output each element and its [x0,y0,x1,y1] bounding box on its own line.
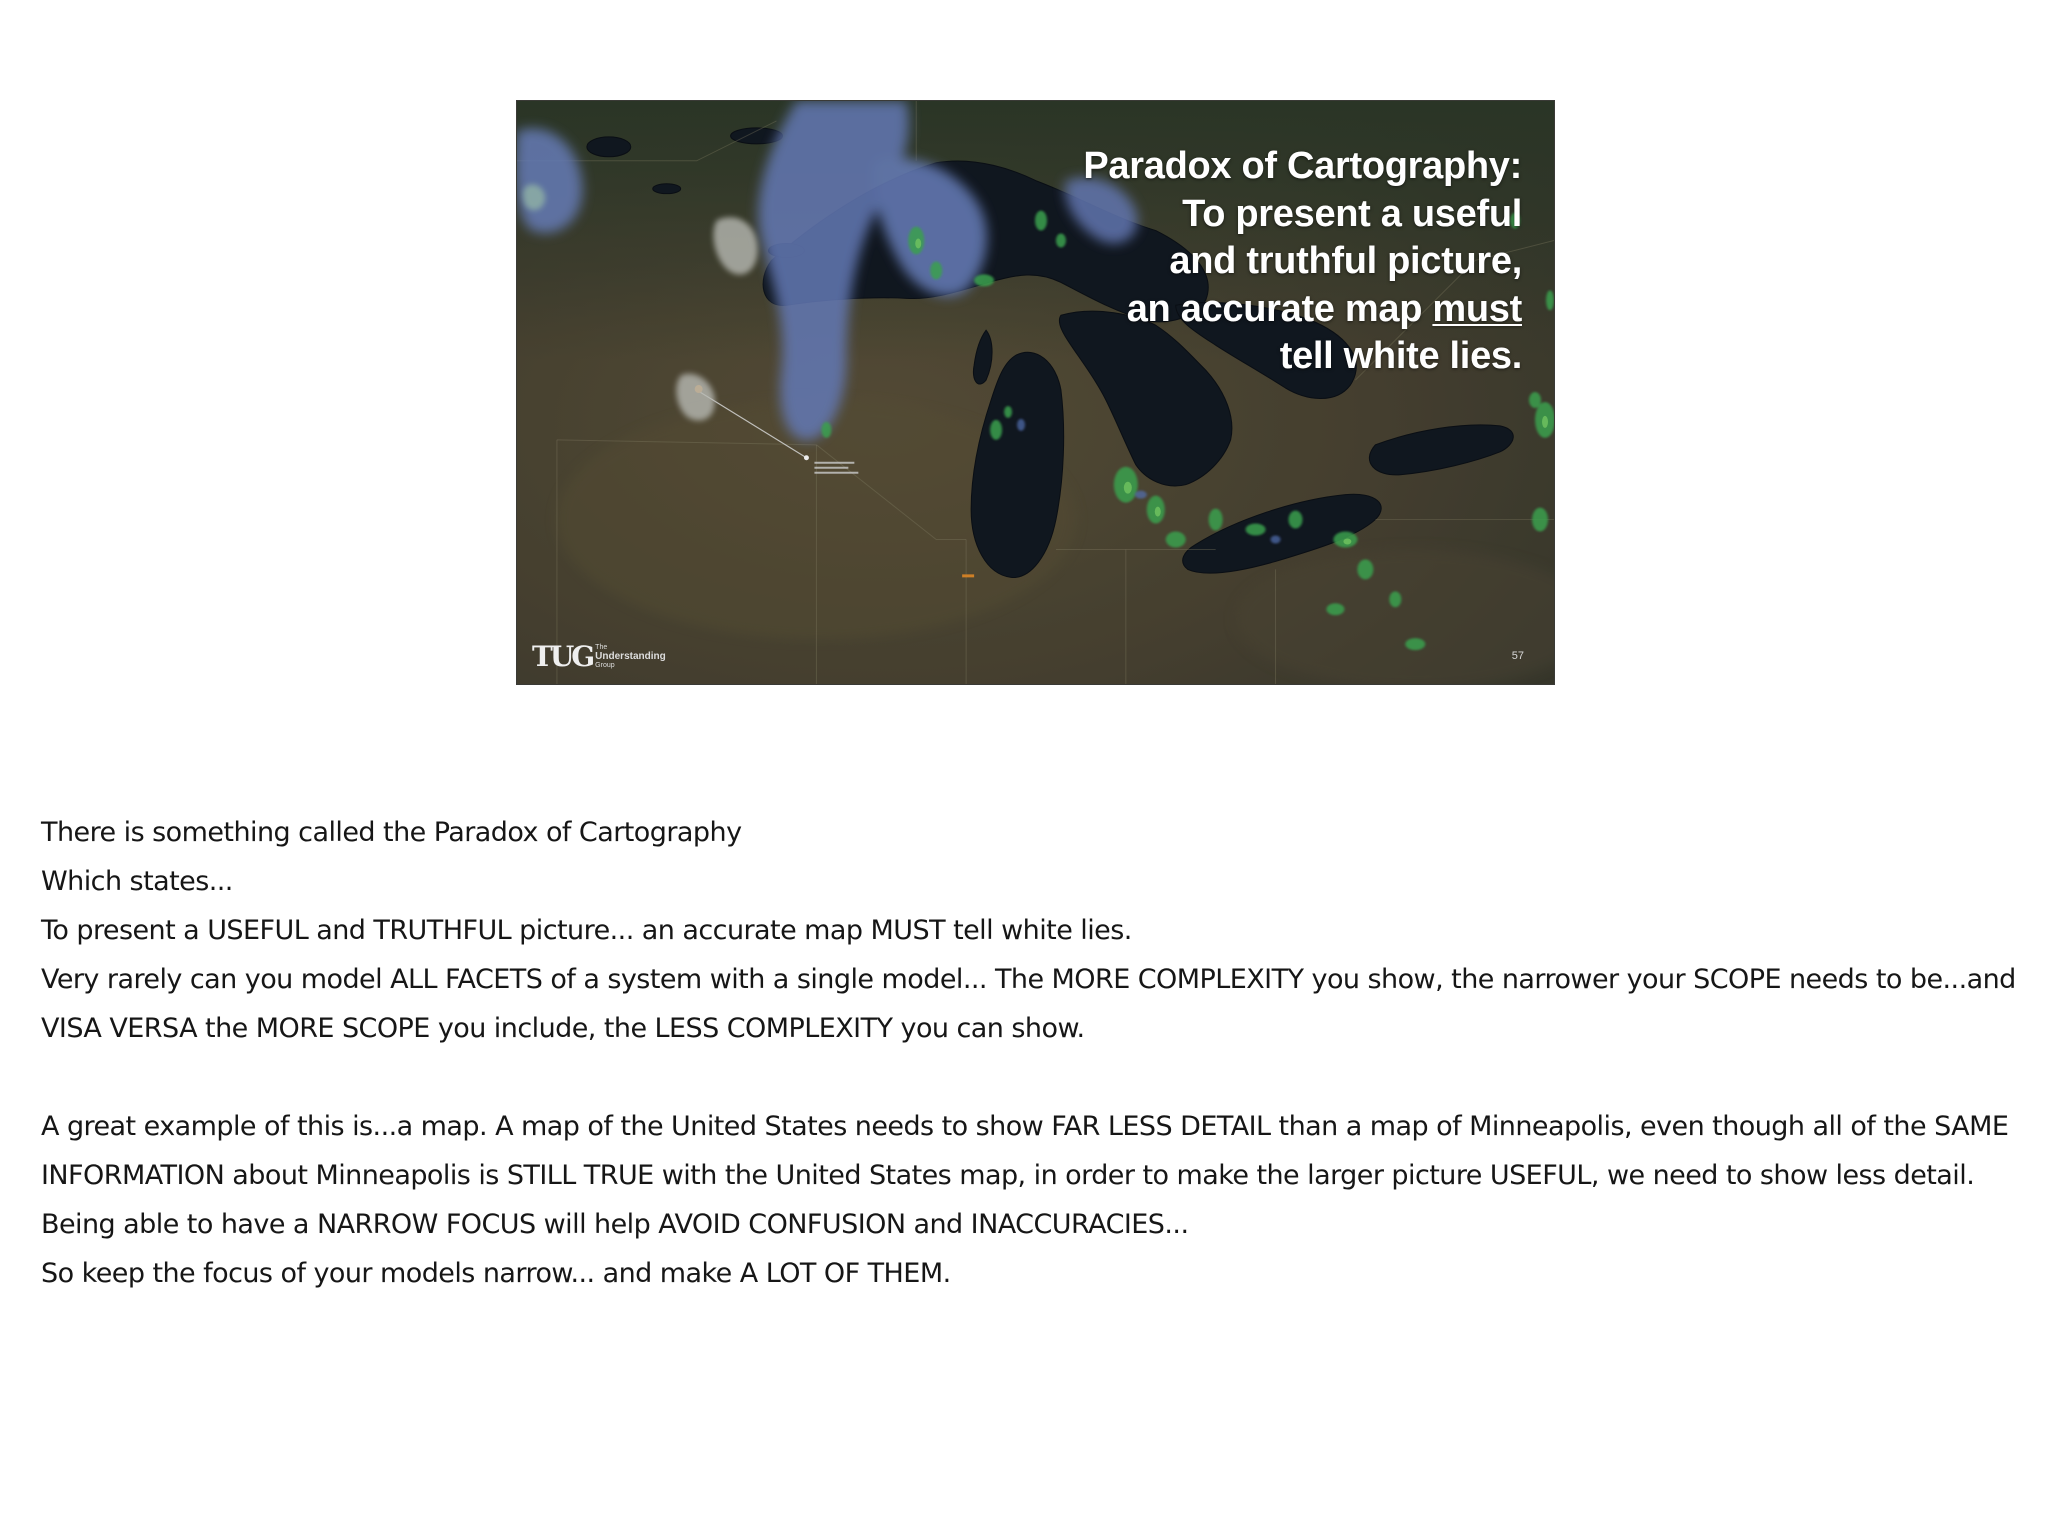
logo-wordmark [595,644,666,670]
slide-title-line-4 [1083,286,1522,334]
notes-line: There is something called the Paradox of Cartography [41,817,742,848]
notes-line: INFORMATION about Minneapolis is STILL TRUE with the United States map, in order to make the larger picture USEFUL, we need to show less detail. [41,1160,1975,1191]
slide-title-line-5: tell white lies. [1279,335,1522,377]
logo-line-3: Group [595,662,615,669]
notes-line: VISA VERSA the MORE SCOPE you include, the LESS COMPLEXITY you can show. [41,1013,1085,1044]
notes-line: Very rarely can you model ALL FACETS of a system with a single model... The MORE COMPLEXITY you show, the narrower your SCOPE needs to be...and [41,964,2016,995]
notes-blank-line [41,1053,2031,1102]
slide-title-line-4-prefix: an accurate map [1126,287,1433,330]
logo-line-2: Understanding [595,651,666,662]
slide-title [1083,143,1522,381]
slide-title-line-3: and truthful picture, [1169,240,1522,282]
company-logo [532,640,666,673]
slide-title-line-1: Paradox of Cartography: [1083,145,1522,187]
logo-line-1: The [595,644,608,651]
notes-line: A great example of this is...a map. A map of the United States needs to show FAR LESS DETAIL than a map of Minneapolis, even though all of the SAME [41,1111,2009,1142]
slide-number: 57 [1511,650,1524,662]
notes-line: Being able to have a NARROW FOCUS will help AVOID CONFUSION and INACCURACIES... [41,1209,1189,1240]
slide-title-line-2: To present a useful [1182,192,1522,235]
slide-title-emphasis: must [1432,287,1522,330]
speaker-notes [41,808,2031,1298]
notes-line: Which states... [41,866,233,897]
slide-thumbnail [516,100,1555,685]
logo-mark: TUG [532,640,593,673]
notes-line: So keep the focus of your models narrow... and make A LOT OF THEM. [41,1258,951,1289]
notes-line: To present a USEFUL and TRUTHFUL picture... an accurate map MUST tell white lies. [41,915,1132,946]
